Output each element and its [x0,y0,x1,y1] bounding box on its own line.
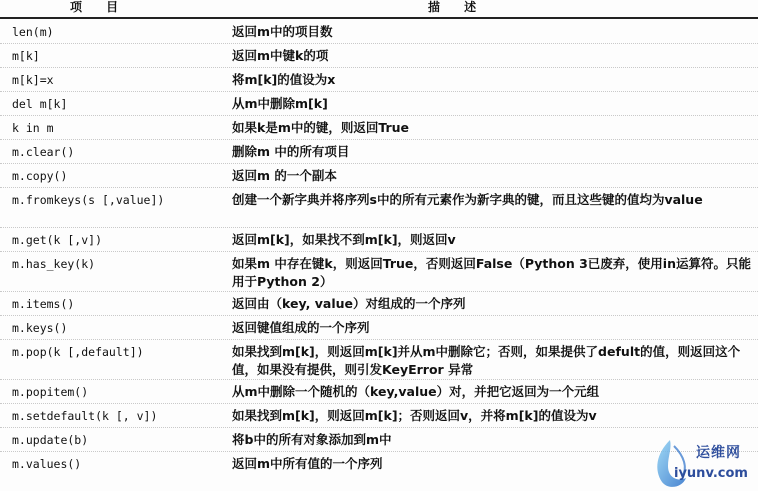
description-cell: 如果找到m[k]，则返回m[k]；否则返回v，并将m[k]的值设为v [232,408,597,423]
table-row [0,380,758,404]
watermark [648,436,756,490]
description-cell: 返回m中键k的项 [232,48,329,63]
description-cell: 返回m中的项目数 [232,24,333,39]
watermark-url: iyunv.com [674,466,748,481]
watermark-name: 运维网 [696,445,741,461]
table-row [0,68,758,92]
description-cell: 返回由（key, value）对组成的一个序列 [232,296,466,311]
table-row [0,20,758,44]
table-row [0,188,758,228]
description-cell: 返回m 的一个副本 [232,168,337,183]
item-cell: m.get(k [,v]) [12,233,103,247]
description-cell: 返回键值组成的一个序列 [232,320,370,335]
table-row [0,228,758,252]
description-cell: 从m中删除一个随机的（key,value）对，并把它返回为一个元组 [232,384,600,399]
item-cell: k in m [12,121,54,135]
item-cell: m.items() [12,297,75,311]
description-cell: 如果找到m[k]，则返回m[k]并从m中删除它；否则，如果提供了defult的值，则返回这个值，如果没有提供，则引发KeyError 异常 [232,344,741,377]
table-row [0,316,758,340]
item-cell: m.has_key(k) [12,257,96,271]
table-body [0,20,758,476]
table-row [0,92,758,116]
item-cell: m[k]=x [12,73,54,87]
item-cell: m.pop(k [,default]) [12,345,144,359]
watermark-logo-icon [648,436,694,490]
table-row [0,340,758,380]
item-cell: del m[k] [12,97,68,111]
description-cell: 返回m[k]，如果找不到m[k]，则返回v [232,232,456,247]
description-cell: 从m中删除m[k] [232,96,328,111]
item-cell: m[k] [12,49,40,63]
table-row [0,292,758,316]
item-cell: m.update(b) [12,433,89,447]
description-cell: 创建一个新字典并将序列s中的所有元素作为新字典的键，而且这些键的值均为value [232,192,703,207]
item-cell: m.setdefault(k [, v]) [12,409,158,423]
item-cell: len(m) [12,25,54,39]
table-header [0,0,758,19]
item-cell: m.copy() [12,169,68,183]
description-cell: 如果k是m中的键，则返回True [232,120,410,135]
item-cell: m.fromkeys(s [,value]) [12,193,165,207]
description-cell: 删除m 中的所有项目 [232,144,350,159]
header-item: 项 目 [70,0,129,14]
header-description: 描 述 [428,0,487,14]
table-row [0,428,758,452]
table-row [0,452,758,476]
item-cell: m.keys() [12,321,68,335]
table-row [0,164,758,188]
item-cell: m.popitem() [12,385,89,399]
description-cell: 如果m 中存在键k，则返回True，否则返回False（Python 3已废弃，使用in运算符。只能用于Python 2） [232,256,751,289]
item-cell: m.values() [12,457,82,471]
description-cell: 将m[k]的值设为x [232,72,336,87]
description-cell: 将b中的所有对象添加到m中 [232,432,392,447]
table-row [0,44,758,68]
table-row [0,252,758,292]
table-row [0,116,758,140]
item-cell: m.clear() [12,145,75,159]
table-row [0,140,758,164]
description-cell: 返回m中所有值的一个序列 [232,456,383,471]
table-row [0,404,758,428]
